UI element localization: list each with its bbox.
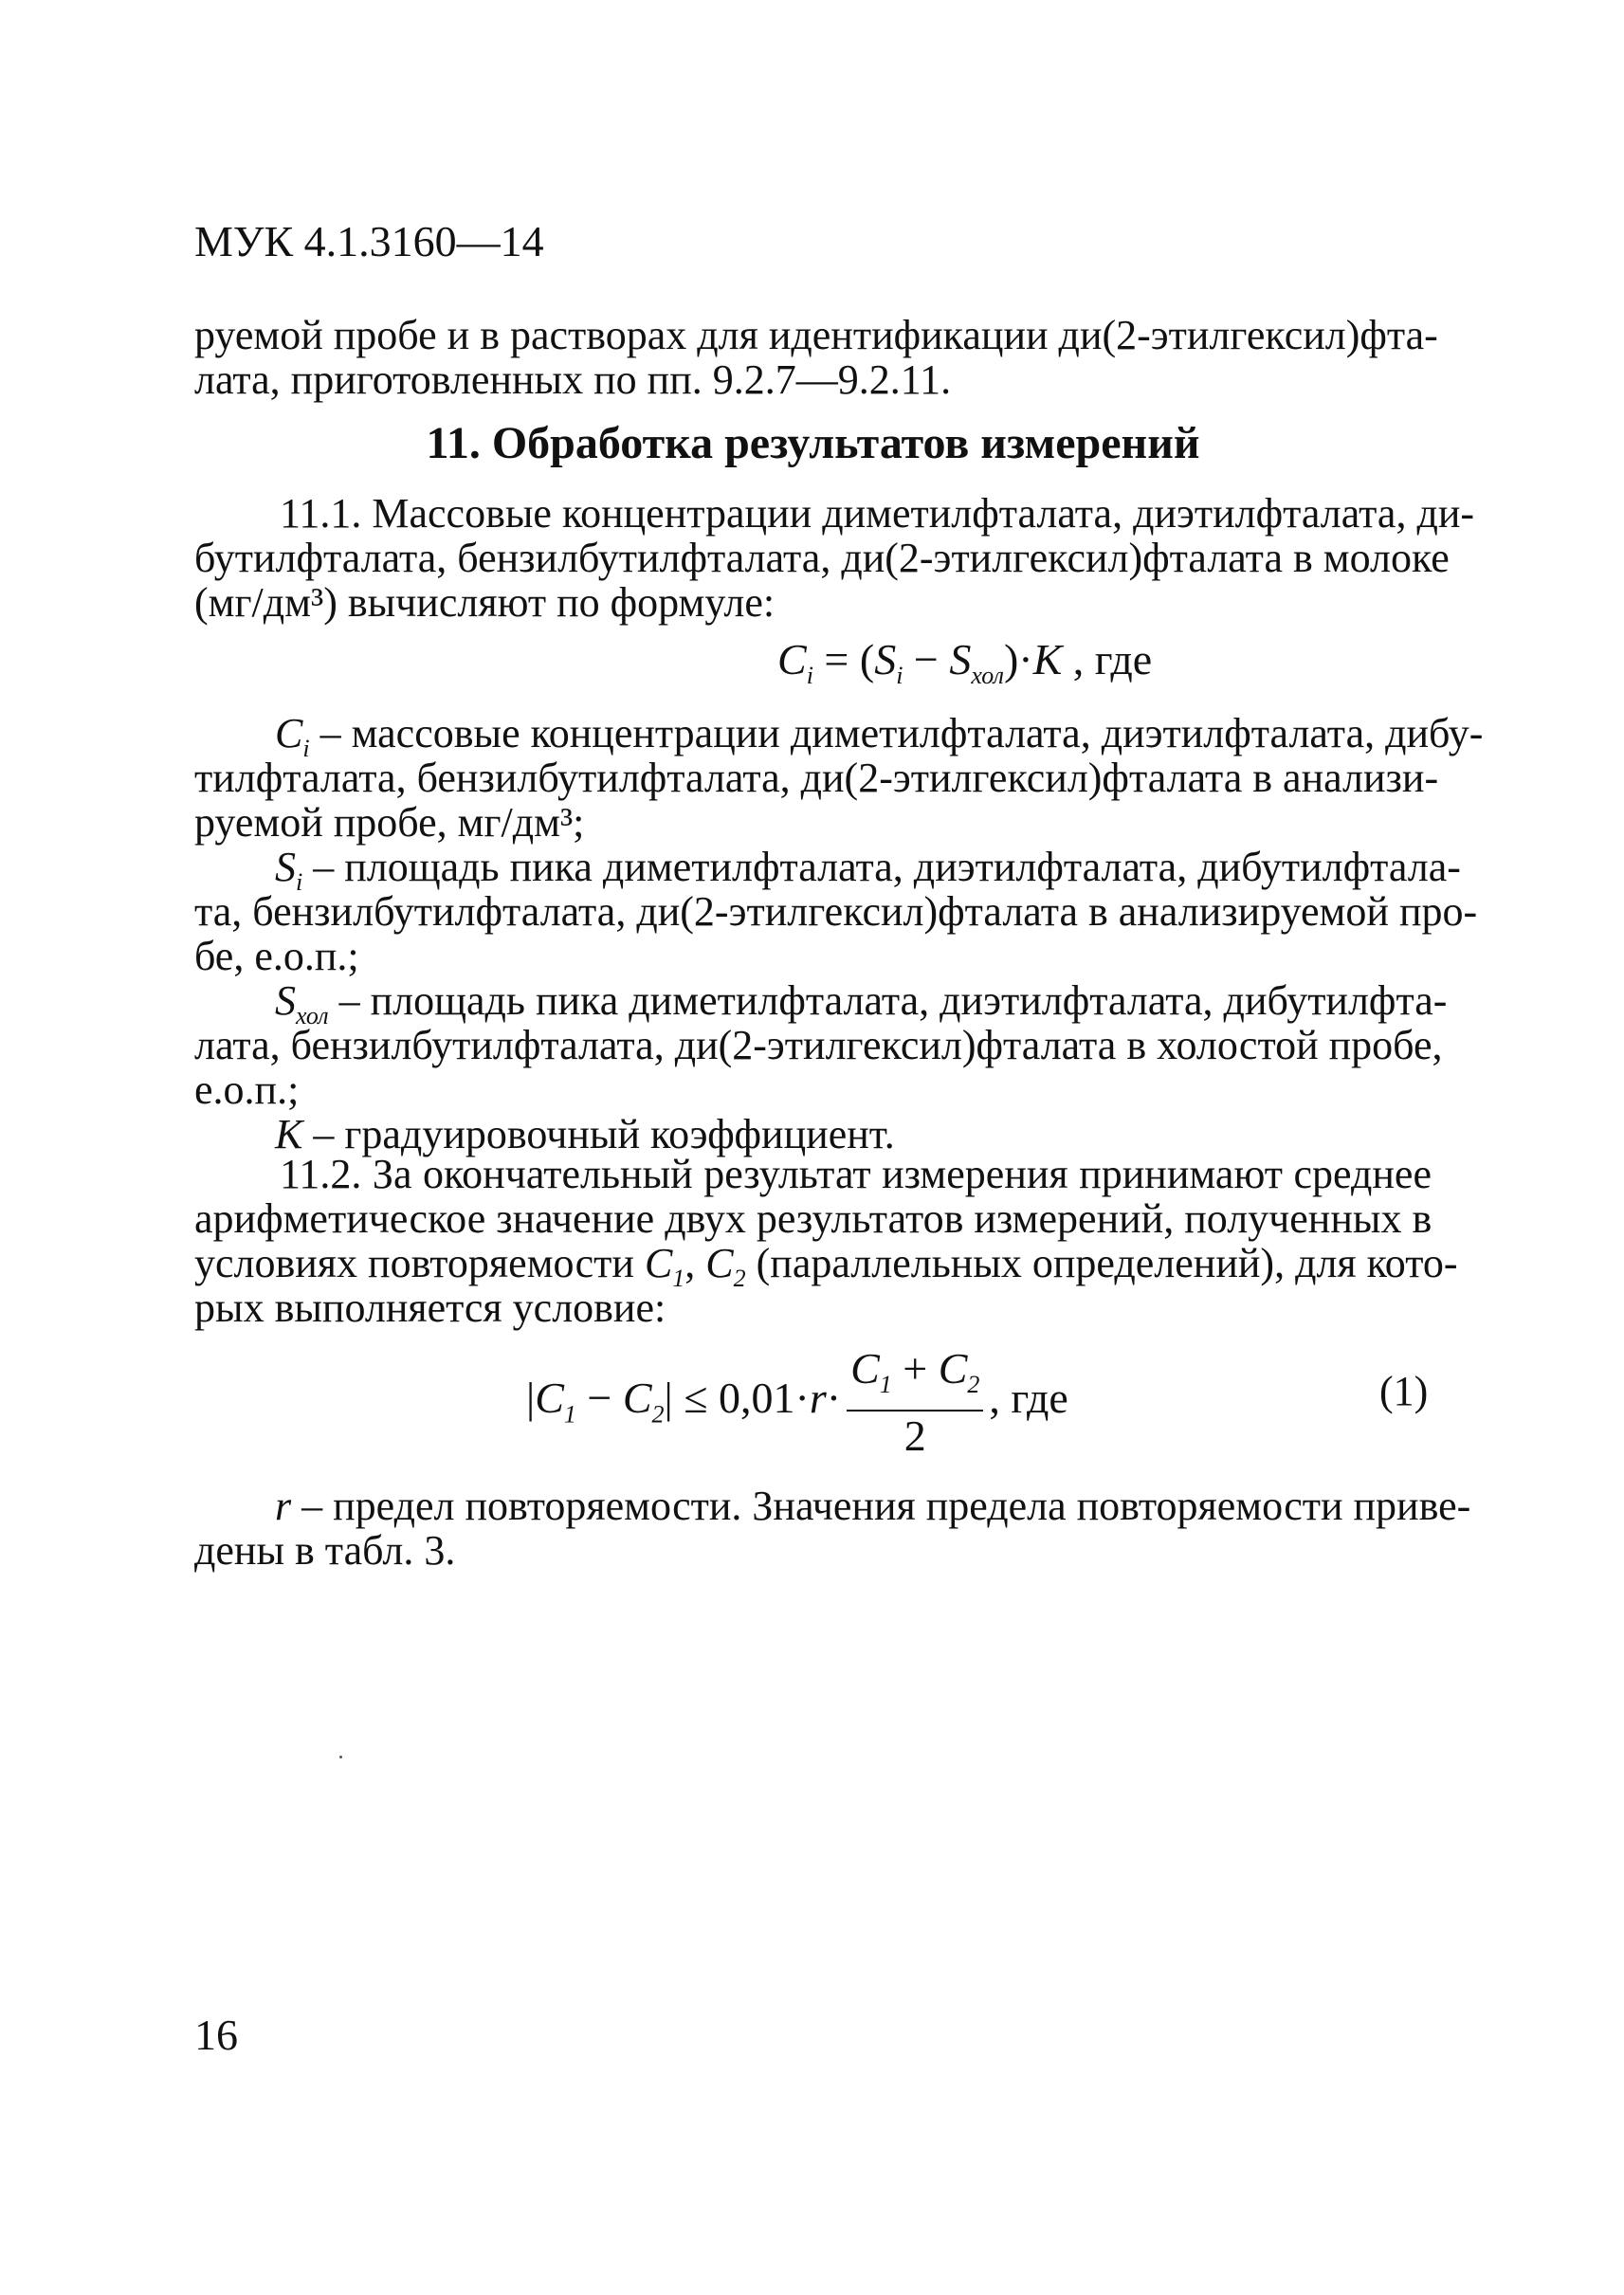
text-line: руемой пробе и в растворах для идентификации ди(2-этилгексил)фта-: [194, 312, 1438, 358]
text-line: та, бензилбутилфталата, ди(2-этилгексил)фталата в анализируемой про-: [194, 888, 1478, 935]
text-line: лата, бензилбутилфталата, ди(2-этилгексил)фталата в холостой пробе,: [194, 1022, 1443, 1068]
equation-number: (1): [1379, 1368, 1429, 1414]
fraction: $\frac{C_1 + C_2}{2}$: [847, 1344, 983, 1461]
text-line: рых выполняется условие:: [194, 1284, 666, 1331]
text-line: 11.2. За окончательный результат измерения принимают среднее: [280, 1151, 1432, 1197]
scan-speck: [339, 1756, 342, 1758]
text-line: бе, е.о.п.;: [194, 933, 359, 979]
definitions: [194, 710, 1484, 1157]
intro-paragraph: [194, 312, 1438, 403]
text-line: дены в табл. 3.: [194, 1527, 456, 1574]
def-r-line: r – предел повторяемости. Значения предела повторяемости приве-: [275, 1483, 1471, 1529]
text-line: руемой пробе, мг/дм³;: [194, 799, 585, 846]
text-line: (мг/дм³) вычисляют по формуле:: [194, 579, 776, 626]
paragraph-11-1: [194, 490, 1475, 626]
text-line: бутилфталата, бензилбутилфталата, ди(2-этилгексил)фталата в молоке: [194, 535, 1450, 581]
def-sxol-line: $S_{хол}$ – площадь пика диметилфталата, диэтилфталата, дибутилфта-: [275, 977, 1448, 1029]
text-line: лата, приготовленных по пп. 9.2.7—9.2.11.: [194, 356, 952, 403]
text-line: тилфталата, бензилбутилфталата, ди(2-этилгексил)фталата в анализи-: [194, 755, 1439, 801]
formula-repeatability-condition: $|C_1 - C_2| \le 0,01\cdot r\cdot$ $\frac{C_1 + C_2}{2}$ , где: [526, 1344, 1068, 1461]
text-line: 11.1. Массовые концентрации диметилфталата, диэтилфталата, ди-: [280, 490, 1475, 537]
def-k-line: K – градуировочный коэффициент.: [275, 1111, 895, 1157]
formula-concentration: $C_i = (S_i - S_{хол})\cdot K$ , где: [777, 635, 1153, 690]
section-title: 11. Обработка результатов измерений: [426, 418, 1200, 468]
document-header: МУК 4.1.3160—14: [194, 217, 544, 265]
definition-r: [194, 1483, 1471, 1574]
text-line: е.о.п.;: [194, 1066, 300, 1113]
page-number: 16: [194, 2011, 238, 2059]
def-ci-line: $C_i$ – массовые концентрации диметилфталата, диэтилфталата, дибу-: [275, 710, 1484, 762]
text-line: условиях повторяемости $C_1$, $C_2$ (параллельных определений), для кото-: [194, 1240, 1458, 1292]
paragraph-11-2: [194, 1151, 1458, 1331]
text-line: арифметическое значение двух результатов измерений, полученных в: [194, 1195, 1432, 1242]
def-si-line: $S_i$ – площадь пика диметилфталата, диэтилфталата, дибутилфтала-: [275, 844, 1461, 896]
